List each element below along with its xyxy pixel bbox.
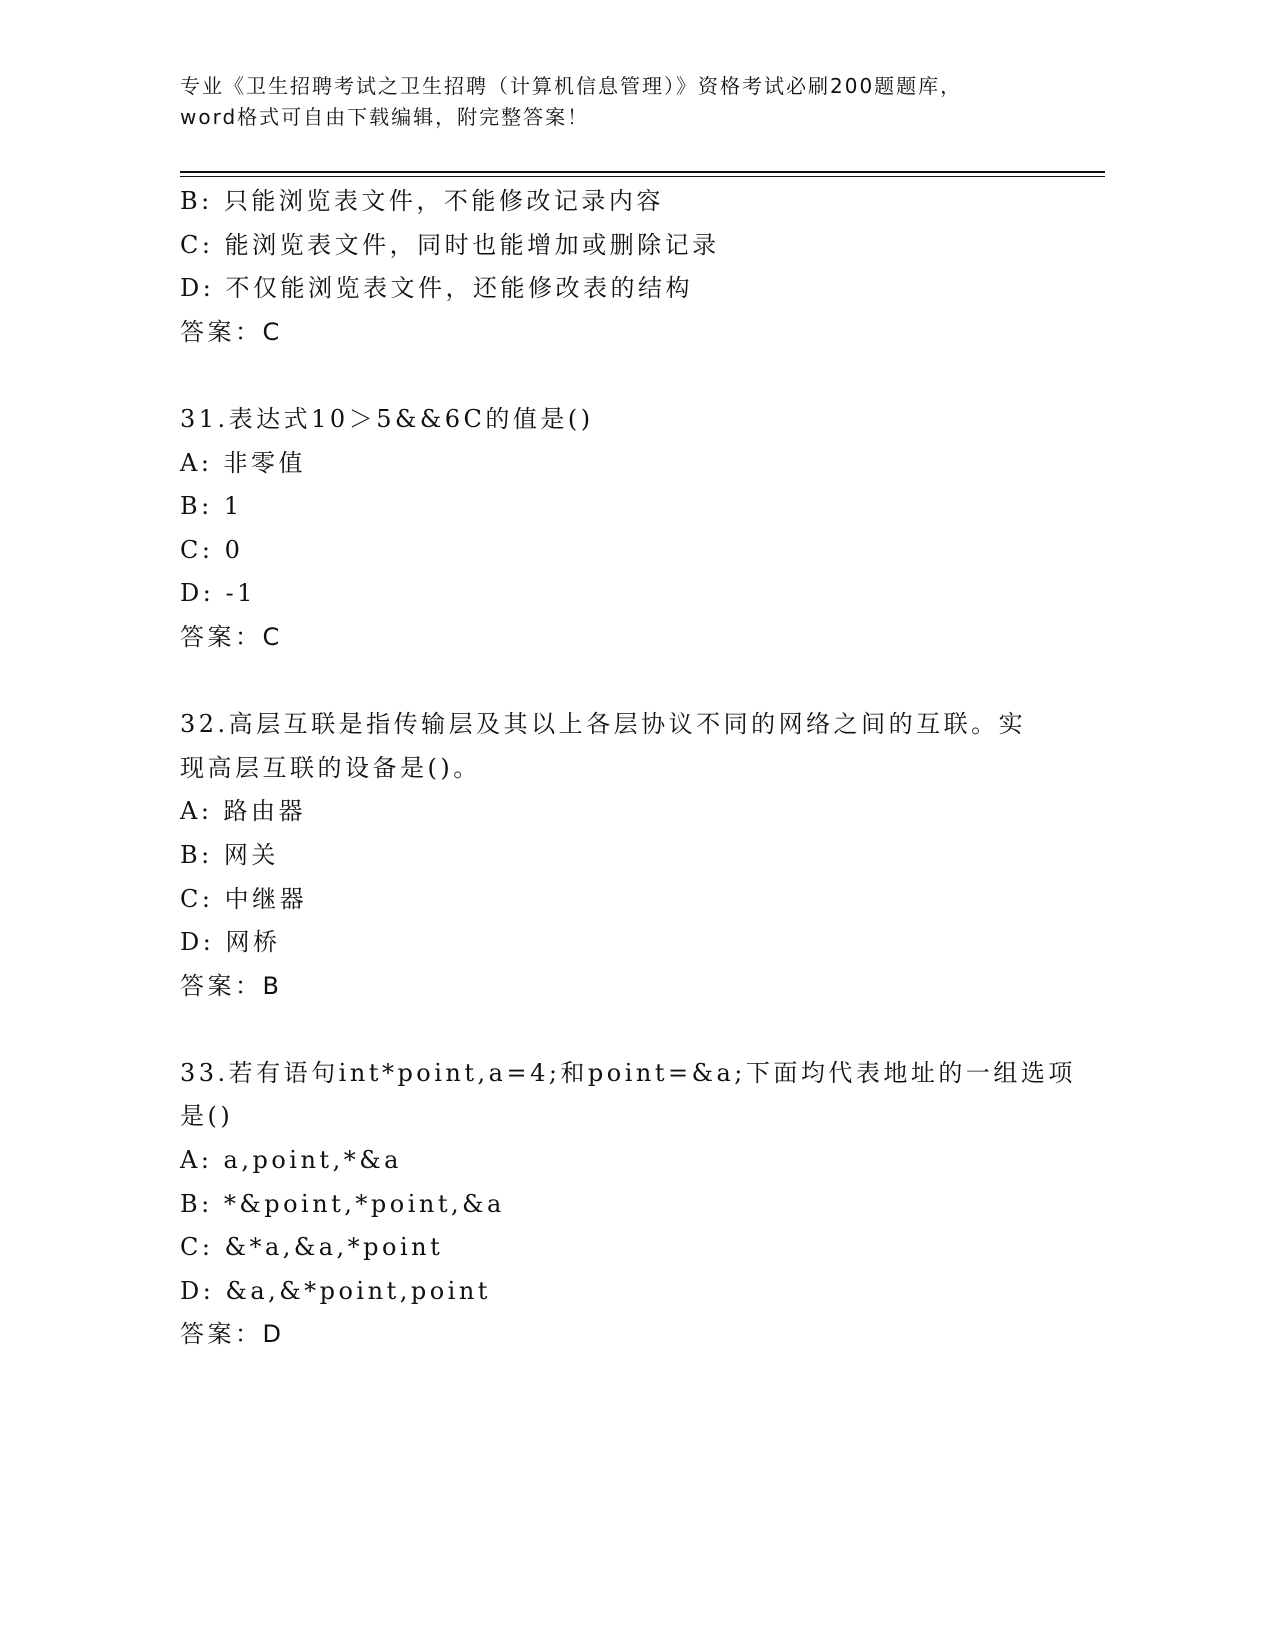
option-d: D: &a,&*point,point [180, 1276, 491, 1305]
document-body [180, 180, 1076, 1357]
header-line-2: word格式可自由下载编辑，附完整答案！ [180, 105, 590, 129]
document-header [180, 71, 1080, 133]
option-b: B: *&point,*point,&a [180, 1189, 505, 1218]
answer: 答案：C [180, 317, 283, 346]
question-33 [180, 1052, 1076, 1357]
option-c: C: 中继器 [180, 884, 308, 913]
question-stem: 32.高层互联是指传输层及其以上各层协议不同的网络之间的互联。实 [180, 710, 1027, 739]
option-c: C: 0 [180, 535, 244, 564]
option-b: B: 1 [180, 492, 243, 521]
answer: 答案：C [180, 622, 283, 651]
option-d: D: 不仅能浏览表文件，还能修改表的结构 [180, 274, 693, 303]
header-line-1: 专业《卫生招聘考试之卫生招聘（计算机信息管理）》资格考试必刷200题题库， [180, 74, 963, 98]
option-d: D: 网桥 [180, 928, 281, 957]
question-32 [180, 703, 1040, 1008]
question-31 [180, 398, 1040, 660]
header-divider-thin [180, 176, 1105, 177]
answer: 答案：D [180, 1320, 285, 1349]
option-b: B: 网关 [180, 840, 279, 869]
option-d: D: -1 [180, 579, 256, 608]
option-a: A: 非零值 [180, 448, 307, 477]
question-stem-cont: 现高层互联的设备是()。 [180, 753, 481, 782]
option-b: B: 只能浏览表文件，不能修改记录内容 [180, 187, 664, 215]
question-stem-cont: 是() [180, 1102, 234, 1131]
header-divider-thick [180, 171, 1105, 173]
option-c: C: 能浏览表文件，同时也能增加或删除记录 [180, 230, 720, 259]
answer: 答案：B [180, 971, 283, 1000]
option-c: C: &*a,&a,*point [180, 1233, 444, 1262]
question-stem: 31.表达式10＞5&&6C的值是() [180, 404, 594, 433]
question-30-continued [180, 180, 1040, 354]
question-stem: 33.若有语句int*point,a=4;和point=&a;下面均代表地址的一组选项 [180, 1058, 1076, 1087]
option-a: A: 路由器 [180, 797, 307, 826]
option-a: A: a,point,*&a [180, 1146, 402, 1175]
